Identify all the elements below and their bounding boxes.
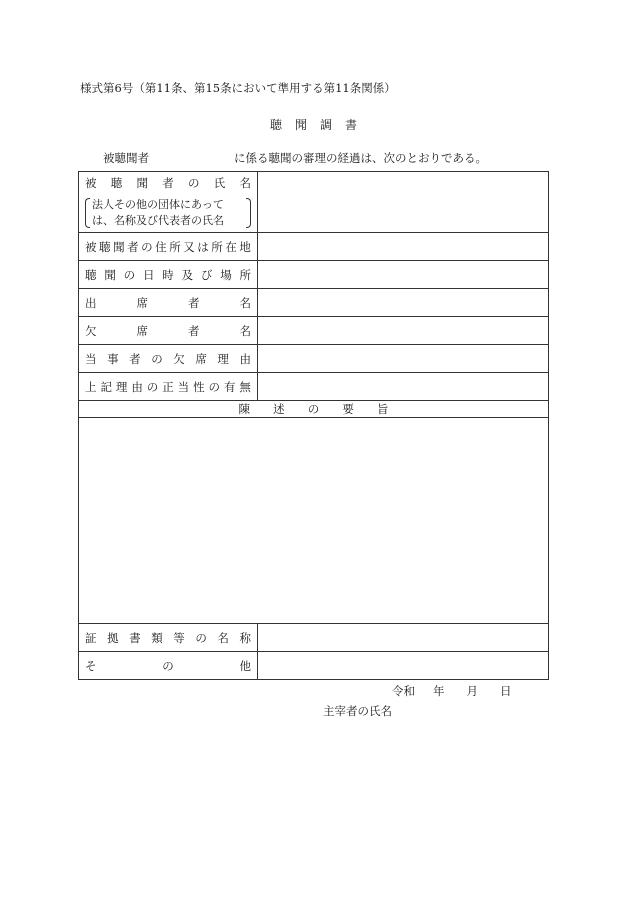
label-char: 欠	[173, 351, 185, 366]
address-value-cell[interactable]	[258, 233, 549, 261]
label-char: 事	[107, 351, 119, 366]
label-char: の	[188, 176, 200, 190]
table-row	[79, 345, 549, 373]
table-row	[79, 401, 549, 418]
label-char: 書	[129, 630, 141, 645]
date-month: 月	[466, 684, 478, 698]
label-char: 聴	[99, 239, 111, 254]
label-char: 席	[195, 351, 207, 366]
table-row	[79, 172, 549, 233]
label-char: 及	[181, 267, 194, 282]
date-line	[392, 683, 512, 699]
table-row	[79, 261, 549, 289]
label-char: 時	[162, 267, 174, 282]
presider-name-label: 主宰者の氏名	[323, 704, 392, 718]
hearing-record-table	[78, 171, 549, 680]
label-char: 由	[239, 351, 251, 366]
label-char: の	[208, 379, 220, 394]
label-char: 由	[131, 379, 143, 394]
label-char: 席	[136, 295, 148, 310]
label-char: 所	[169, 239, 181, 254]
intro-text: に係る聴聞の審理の経過は、次のとおりである。	[234, 151, 487, 165]
label-char: 者	[188, 323, 200, 338]
table-row	[79, 418, 549, 624]
label-char: 証	[85, 630, 97, 645]
evidence-label	[79, 630, 257, 646]
label-char: 者	[188, 295, 200, 310]
label-char: 理	[115, 379, 128, 394]
name-value-cell[interactable]	[258, 172, 549, 233]
label-char: 述	[273, 402, 285, 416]
table-row	[79, 652, 549, 680]
label-char: 名	[217, 630, 229, 645]
label-char: 陳	[238, 402, 250, 416]
other-label	[79, 658, 257, 674]
name-note	[85, 197, 251, 229]
label-char: 被	[85, 239, 97, 254]
label-char: 者	[162, 176, 174, 190]
label-char: 称	[239, 630, 251, 645]
label-char: 場	[220, 267, 232, 282]
table-row	[79, 373, 549, 401]
absence-reason-value-cell[interactable]	[258, 345, 549, 373]
attendees-value-cell[interactable]	[258, 289, 549, 317]
label-char: 旨	[377, 402, 389, 416]
other-value-cell[interactable]	[258, 652, 549, 680]
date-day: 日	[500, 684, 512, 698]
absentees-label	[79, 323, 257, 339]
label-char: の	[146, 379, 159, 394]
label-char: 名	[239, 176, 251, 190]
label-char: の	[307, 402, 320, 416]
label-cell	[79, 172, 258, 233]
label-char: 名	[239, 323, 251, 338]
label-char: 又	[183, 239, 195, 254]
label-char: そ	[85, 658, 97, 673]
label-char: 在	[225, 239, 237, 254]
table-row	[79, 289, 549, 317]
attendees-label	[79, 295, 257, 311]
label-char: 性	[193, 379, 205, 394]
absence-reason-label	[79, 351, 257, 367]
label-char: 被	[85, 176, 97, 190]
date-year: 年	[433, 684, 445, 698]
label-char: は	[197, 239, 209, 254]
label-char: 他	[239, 658, 251, 673]
label-char: 名	[239, 295, 251, 310]
date-era: 令和	[392, 684, 415, 698]
label-char: 日	[142, 267, 155, 282]
name-label	[85, 175, 251, 191]
label-char: 聞	[113, 239, 125, 254]
form-number: 様式第6号（第11条、第15条において準用する第11条関係）	[80, 81, 396, 95]
statement-heading	[239, 401, 389, 417]
label-char: 聞	[104, 267, 116, 282]
table-row	[79, 233, 549, 261]
table-row	[79, 624, 549, 652]
label-char: 住	[155, 239, 167, 254]
reason-validity-label	[79, 379, 257, 395]
reason-validity-value-cell[interactable]	[258, 373, 549, 401]
label-char: 当	[85, 351, 97, 366]
name-note-line1: 法人その他の団体にあって	[92, 198, 224, 211]
label-char: 者	[127, 239, 139, 254]
label-char: 無	[239, 379, 251, 394]
label-char: の	[195, 630, 207, 645]
label-char: 地	[239, 239, 251, 254]
label-char: 拠	[107, 630, 119, 645]
evidence-value-cell[interactable]	[258, 624, 549, 652]
datetime-label	[79, 267, 257, 283]
label-char: 席	[136, 323, 148, 338]
label-char: 類	[151, 630, 163, 645]
label-char: 理	[217, 351, 229, 366]
label-char: の	[123, 267, 136, 282]
label-char: の	[141, 239, 153, 254]
label-char: 欠	[85, 323, 97, 338]
label-char: 聴	[85, 267, 97, 282]
table-row	[79, 317, 549, 345]
label-char: 者	[129, 351, 141, 366]
datetime-value-cell[interactable]	[258, 261, 549, 289]
address-label	[79, 239, 257, 255]
label-char: 所	[239, 267, 251, 282]
document-title: 聴聞調書	[270, 118, 371, 132]
label-char: 正	[162, 379, 174, 394]
label-char: 上	[85, 379, 97, 394]
label-char: 当	[177, 379, 190, 394]
label-char: 要	[342, 402, 354, 416]
label-char: の	[151, 351, 163, 366]
statement-body-cell[interactable]	[79, 418, 549, 624]
intro-label: 被聴聞者	[103, 151, 149, 165]
label-char: 所	[211, 239, 223, 254]
label-char: の	[162, 658, 174, 673]
label-char: 記	[100, 379, 112, 394]
absentees-value-cell[interactable]	[258, 317, 549, 345]
statement-heading-cell	[79, 401, 549, 418]
label-char: 聴	[110, 176, 123, 190]
label-char: び	[200, 267, 213, 282]
label-char: 聞	[136, 176, 148, 190]
label-char: 有	[223, 379, 236, 394]
name-note-line2: は、名称及び代表者の氏名	[92, 214, 224, 227]
label-char: 出	[85, 295, 97, 310]
label-char: 等	[173, 630, 185, 645]
label-char: 氏	[213, 176, 226, 190]
